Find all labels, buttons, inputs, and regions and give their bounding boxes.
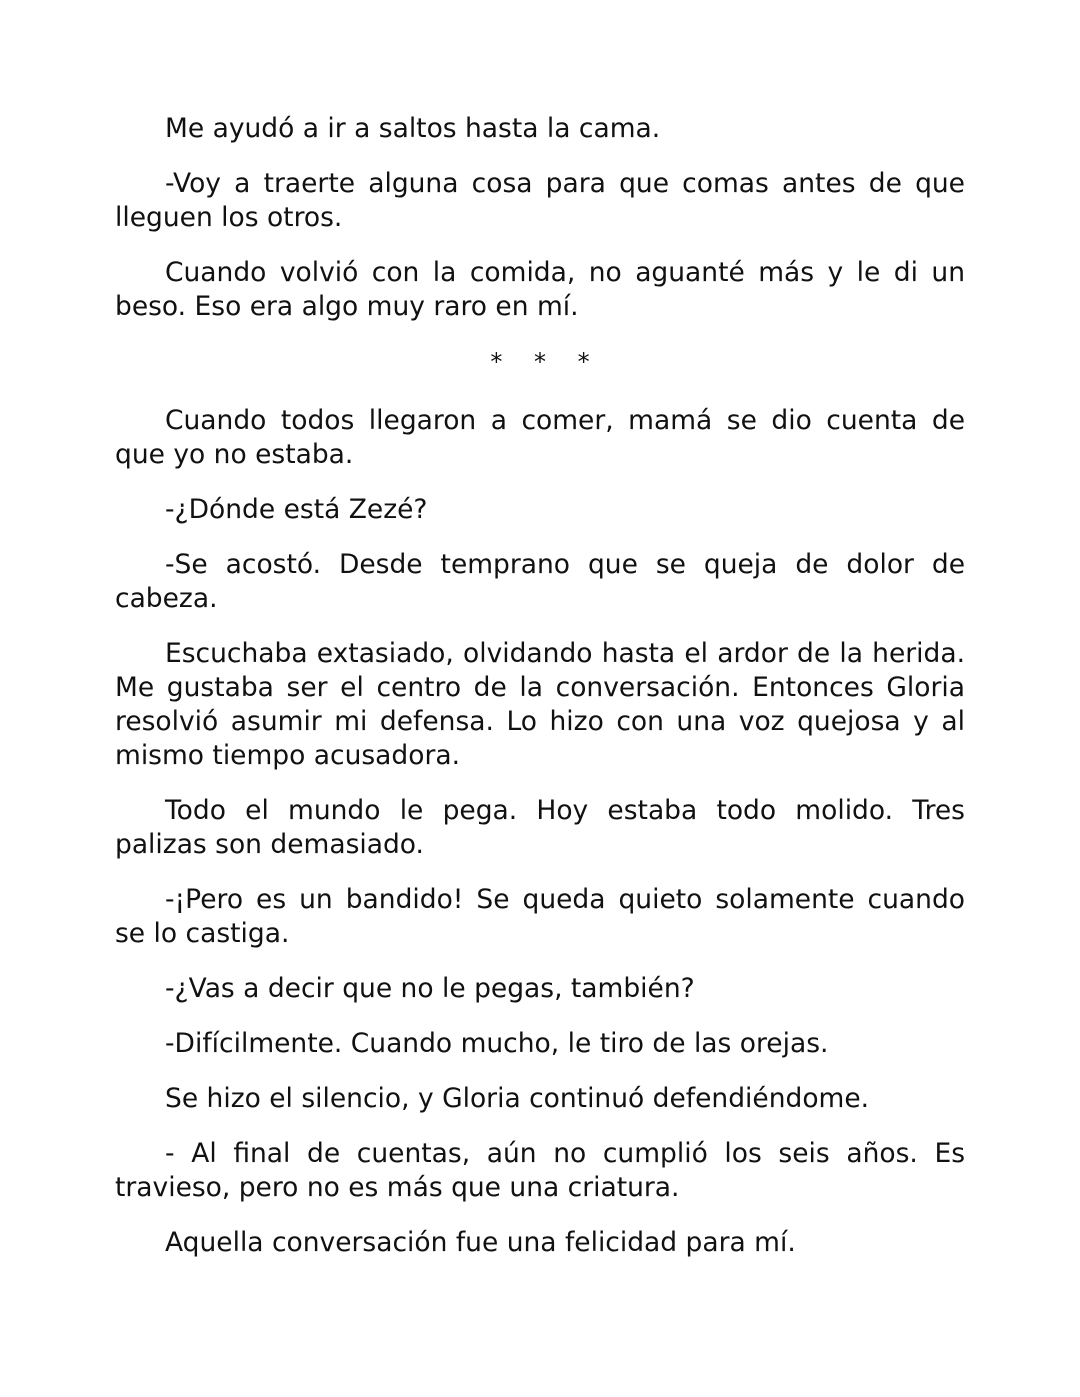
paragraph: Aquella conversación fue una felicidad para mí.: [165, 1227, 796, 1258]
paragraph: Me ayudó a ir a saltos hasta la cama.: [165, 113, 661, 144]
paragraph: -Difícilmente. Cuando mucho, le tiro de las orejas.: [165, 1028, 829, 1059]
paragraph: Cuando volvió con la comida, no aguanté más y le di un beso. Eso era algo muy raro en mí.: [115, 257, 965, 322]
section-separator: * * *: [490, 348, 602, 376]
paragraph: -¡Pero es un bandido! Se queda quieto solamente cuando se lo castiga.: [115, 884, 965, 949]
paragraph: - Al final de cuentas, aún no cumplió los seis años. Es travieso, pero no es más que una criatura.: [115, 1138, 965, 1203]
paragraph: -Se acostó. Desde temprano que se queja de dolor de cabeza.: [115, 549, 965, 614]
document-page: [115, 112, 965, 1281]
paragraph: Cuando todos llegaron a comer, mamá se dio cuenta de que yo no estaba.: [115, 405, 965, 470]
paragraph: Se hizo el silencio, y Gloria continuó defendiéndome.: [165, 1083, 870, 1114]
paragraph: -Voy a traerte alguna cosa para que comas antes de que lleguen los otros.: [115, 168, 965, 233]
paragraph: -¿Dónde está Zezé?: [165, 494, 428, 525]
paragraph: Todo el mundo le pega. Hoy estaba todo molido. Tres palizas son demasiado.: [115, 795, 965, 860]
paragraph: -¿Vas a decir que no le pegas, también?: [165, 973, 695, 1004]
paragraph: Escuchaba extasiado, olvidando hasta el ardor de la herida. Me gustaba ser el centro de la conversación. Entonces Gloria resolvió asumir mi defensa. Lo hizo con una voz quejosa y al mismo tiempo acusadora.: [115, 638, 965, 771]
